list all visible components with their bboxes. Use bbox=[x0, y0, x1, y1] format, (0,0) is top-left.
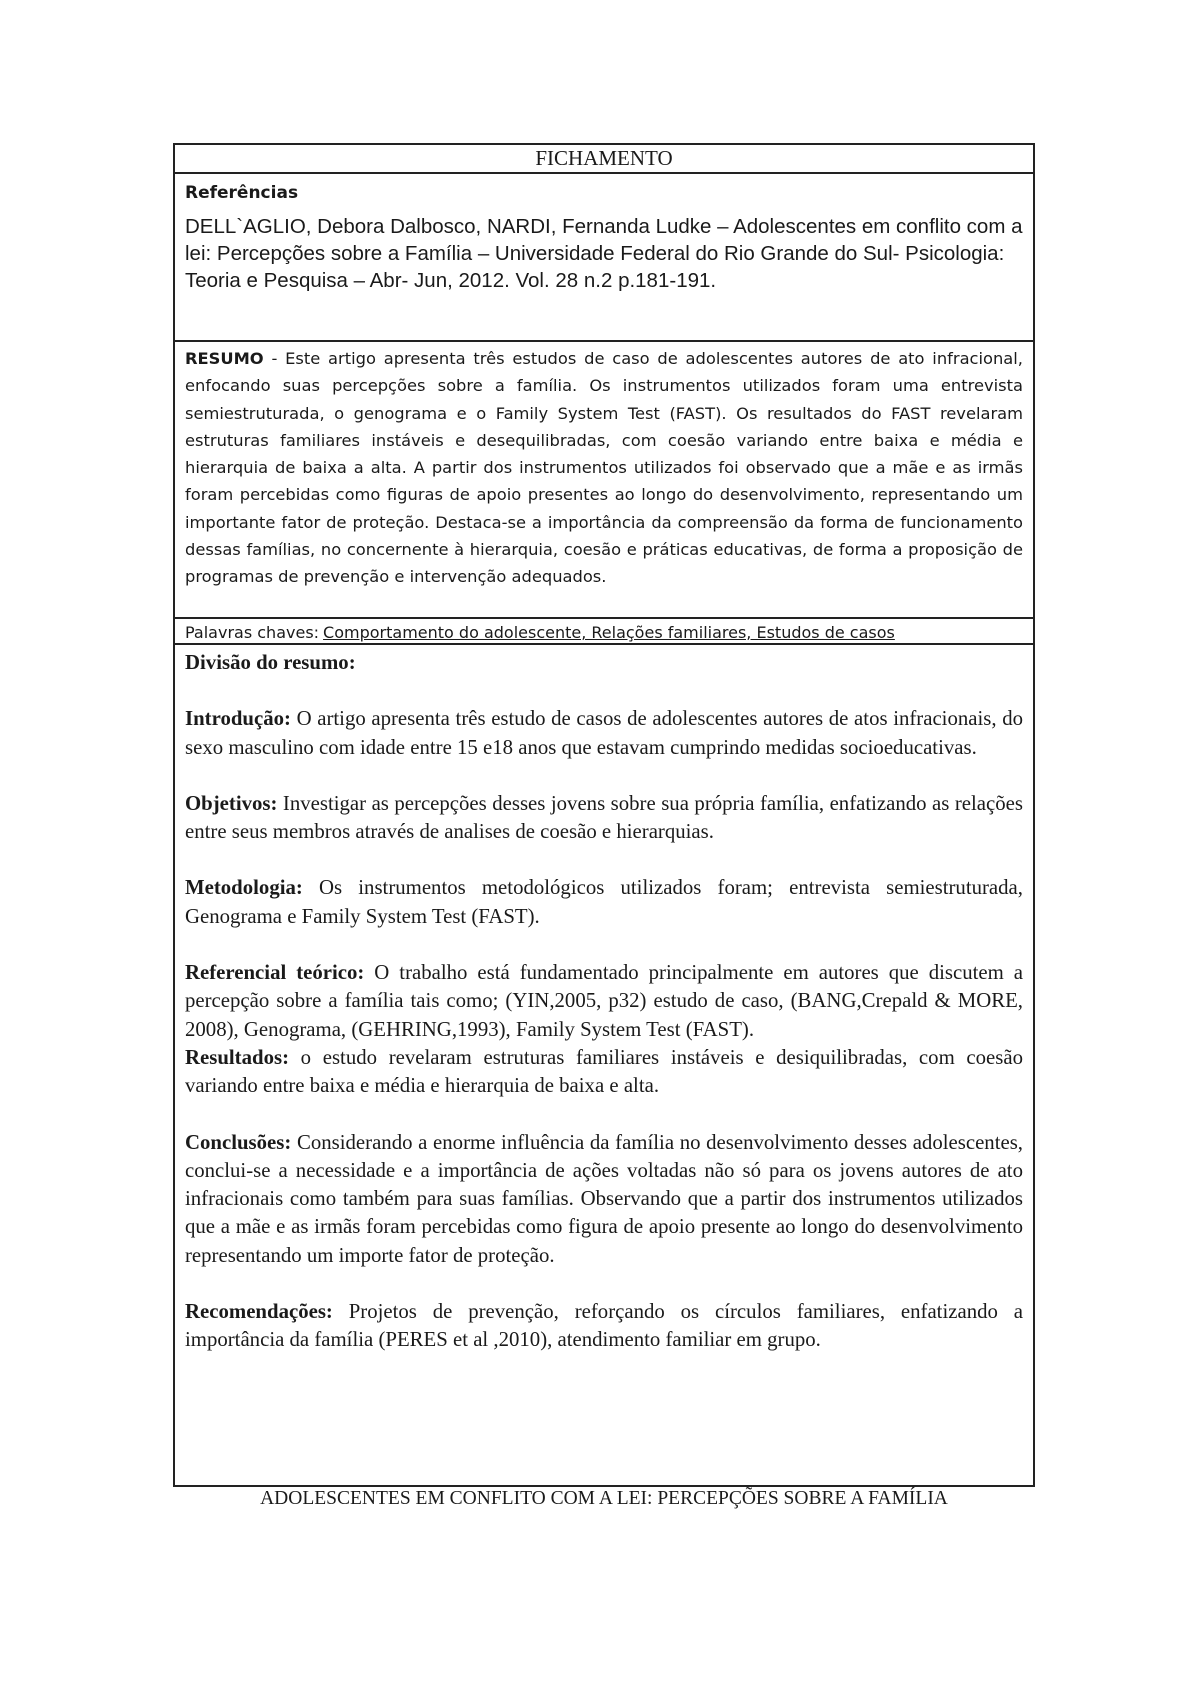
divisao-cell bbox=[175, 643, 1033, 1485]
recomendacoes-label: Recomendações: bbox=[185, 1300, 333, 1324]
resumo-label: RESUMO bbox=[185, 349, 264, 368]
referencial-text: O trabalho está fundamentado principalmente em autores que discutem a percepção sobre a família tais como; (YIN,2005, p32) estudo de caso, (BANG,Crepald & MORE, 2008), Genograma, (GEHRING,1993), Family System Test (FAST). bbox=[185, 961, 1024, 1041]
palavras-chaves-value: Comportamento do adolescente, Relações familiares, Estudos de casos bbox=[323, 623, 895, 642]
section-referencial bbox=[185, 959, 1023, 1044]
metodologia-text: Os instrumentos metodológicos utilizados foram; entrevista semiestruturada, Genograma e Family System Test (FAST). bbox=[185, 876, 1023, 928]
section-objetivos bbox=[185, 790, 1023, 847]
palavras-chaves-cell bbox=[175, 617, 1033, 643]
section-metodologia bbox=[185, 874, 1023, 931]
recomendacoes-text: Projetos de prevenção, reforçando os círculos familiares, enfatizando a importância da família (PERES et al ,2010), atendimento familiar em grupo. bbox=[185, 1300, 1023, 1352]
referencial-label: Referencial teórico: bbox=[185, 961, 365, 985]
objetivos-text: Investigar as percepções desses jovens sobre sua própria família, enfatizando as relações entre seus membros através de analises de coesão e hierarquias. bbox=[185, 791, 1023, 844]
metodologia-label: Metodologia: bbox=[185, 876, 303, 900]
referencias-cell bbox=[175, 172, 1033, 340]
section-resultados bbox=[185, 1044, 1023, 1101]
introducao-label: Introdução: bbox=[185, 707, 291, 731]
fichamento-table bbox=[173, 143, 1035, 1487]
document-title: FICHAMENTO bbox=[535, 146, 673, 170]
section-conclusoes bbox=[185, 1129, 1023, 1270]
objetivos-label: Objetivos: bbox=[185, 791, 278, 815]
palavras-chaves-label: Palavras chaves: bbox=[185, 623, 320, 642]
section-recomendacoes bbox=[185, 1298, 1023, 1355]
footer-title: ADOLESCENTES EM CONFLITO COM A LEI: PERCEPÇÕES SOBRE A FAMÍLIA bbox=[260, 1488, 948, 1509]
resumo-text: - Este artigo apresenta três estudos de caso de adolescentes autores de ato infracional, enfocando suas percepções sobre a família. Os instrumentos utilizados foram uma entrevista semiestruturada, o genograma e o Family System Test (FAST). Os resultados do FAST revelaram estruturas familiares instáveis e desequilibradas, com coesão variando entre baixa e média e hierarquia de baixa a alta. A partir dos instrumentos utilizados foi observado que a mãe e as irmãs foram percebidas como figuras de apoio presentes ao longo do desenvolvimento, representando um importante fator de proteção. Destaca-se a importância da compreensão da forma de funcionamento dessas famílias, no concernente à hierarquia, coesão e práticas educativas, de forma a proposição de programas de prevenção e intervenção adequados. bbox=[185, 349, 1023, 587]
introducao-text: O artigo apresenta três estudo de casos de adolescentes autores de atos infracionais, do sexo masculino com idade entre 15 e18 anos que estavam cumprindo medidas socioeducativas. bbox=[185, 707, 1023, 759]
section-introducao bbox=[185, 705, 1023, 762]
divisao-heading: Divisão do resumo: bbox=[185, 651, 356, 674]
resumo-cell bbox=[175, 340, 1033, 617]
referencias-text: DELL`AGLIO, Debora Dalbosco, NARDI, Fernanda Ludke – Adolescentes em conflito com a lei: Percepções sobre a Família – Universidade Federal do Rio Grande do Sul- Psicologia: Teoria e Pesquisa – Abr- Jun, 2012. Vol. 28 n.2 p.181-191. bbox=[185, 215, 1023, 292]
resultados-text: o estudo revelaram estruturas familiares instáveis e desiquilibradas, com coesão variando entre baixa e média e hierarquia de baixa e alta. bbox=[185, 1045, 1023, 1098]
referencias-heading: Referências bbox=[185, 183, 299, 203]
resultados-label: Resultados: bbox=[185, 1045, 289, 1069]
conclusoes-text: Considerando a enorme influência da família no desenvolvimento desses adolescentes, conclui-se a necessidade e a importância de ações voltadas não só para os jovens autores de ato infracionais como também para suas famílias. Observando que a partir dos instrumentos utilizados que a mãe e as irmãs foram percebidas como figura de apoio presente ao longo do desenvolvimento representando um importe fator de proteção. bbox=[185, 1130, 1023, 1267]
conclusoes-label: Conclusões: bbox=[185, 1130, 292, 1154]
